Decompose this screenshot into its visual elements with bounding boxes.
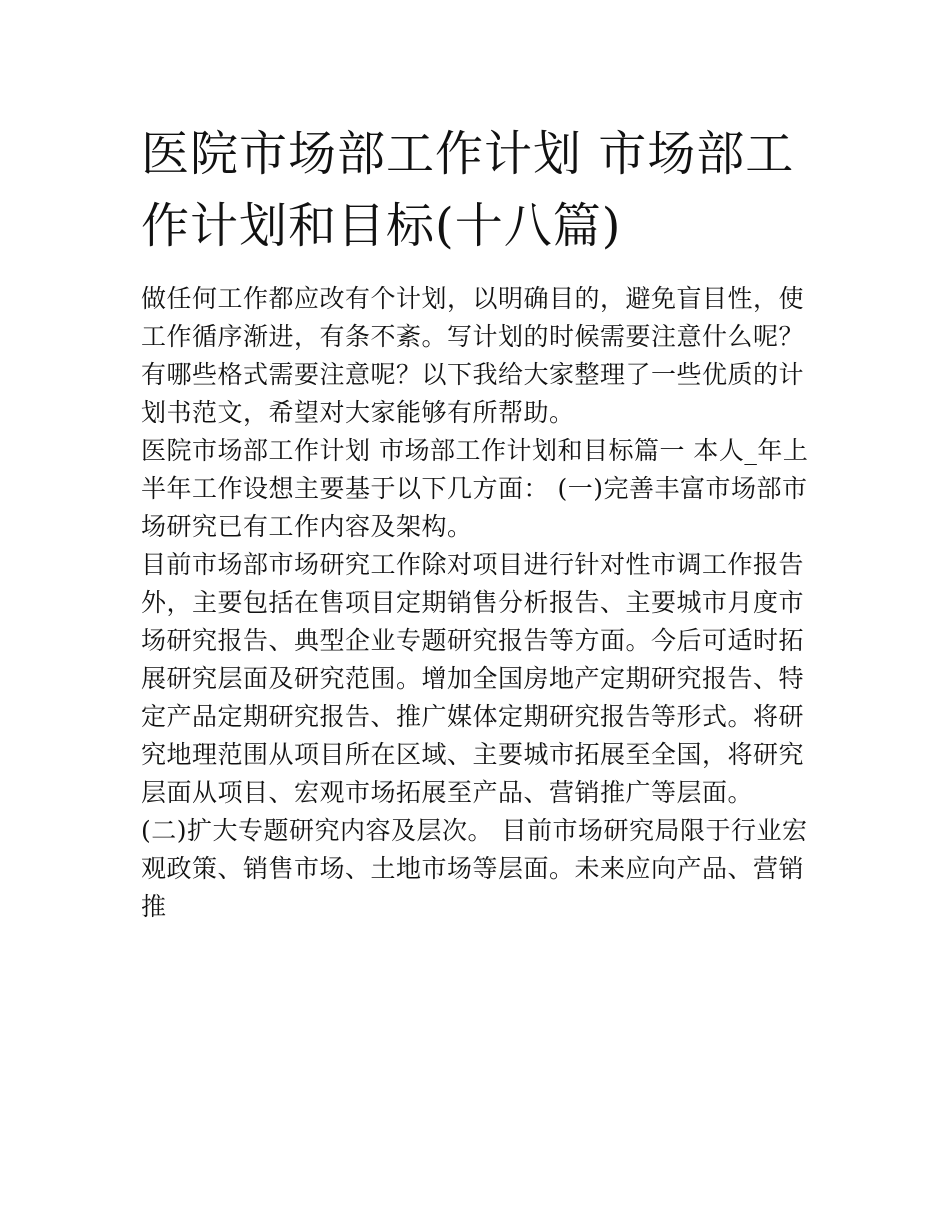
- paragraph-intro: 做任何工作都应改有个计划，以明确目的，避免盲目性，使工作循序渐进，有条不紊。写计划的时候需要注意什么呢？有哪些格式需要注意呢？以下我给大家整理了一些优质的计划书范文，希望对大家能够有所帮助。: [141, 284, 805, 427]
- document-body: [141, 280, 813, 926]
- paragraph-research-scope: 目前市场部市场研究工作除对项目进行针对性市调工作报告外，主要包括在售项目定期销售分析报告、主要城市月度市场研究报告、典型企业专题研究报告等方面。今后可适时拓展研究层面及研究范围。增加全国房地产定期研究报告、特定产品定期研究报告、推广媒体定期研究报告等形式。将研究地理范围从项目所在区域、主要城市拓展至全国，将研究层面从项目、宏观市场拓展至产品、营销推广等层面。: [141, 550, 805, 807]
- paragraph-section-one: 医院市场部工作计划 市场部工作计划和目标篇一 本人_年上半年工作设想主要基于以下几方面： (一)完善丰富市场部市场研究已有工作内容及架构。: [141, 436, 809, 541]
- document-title: 医院市场部工作计划 市场部工作计划和目标(十八篇): [141, 126, 795, 254]
- paragraph-section-two: (二)扩大专题研究内容及层次。 目前市场研究局限于行业宏观政策、销售市场、土地市场等层面。未来应向产品、营销推: [141, 816, 808, 921]
- document-content: [141, 118, 813, 926]
